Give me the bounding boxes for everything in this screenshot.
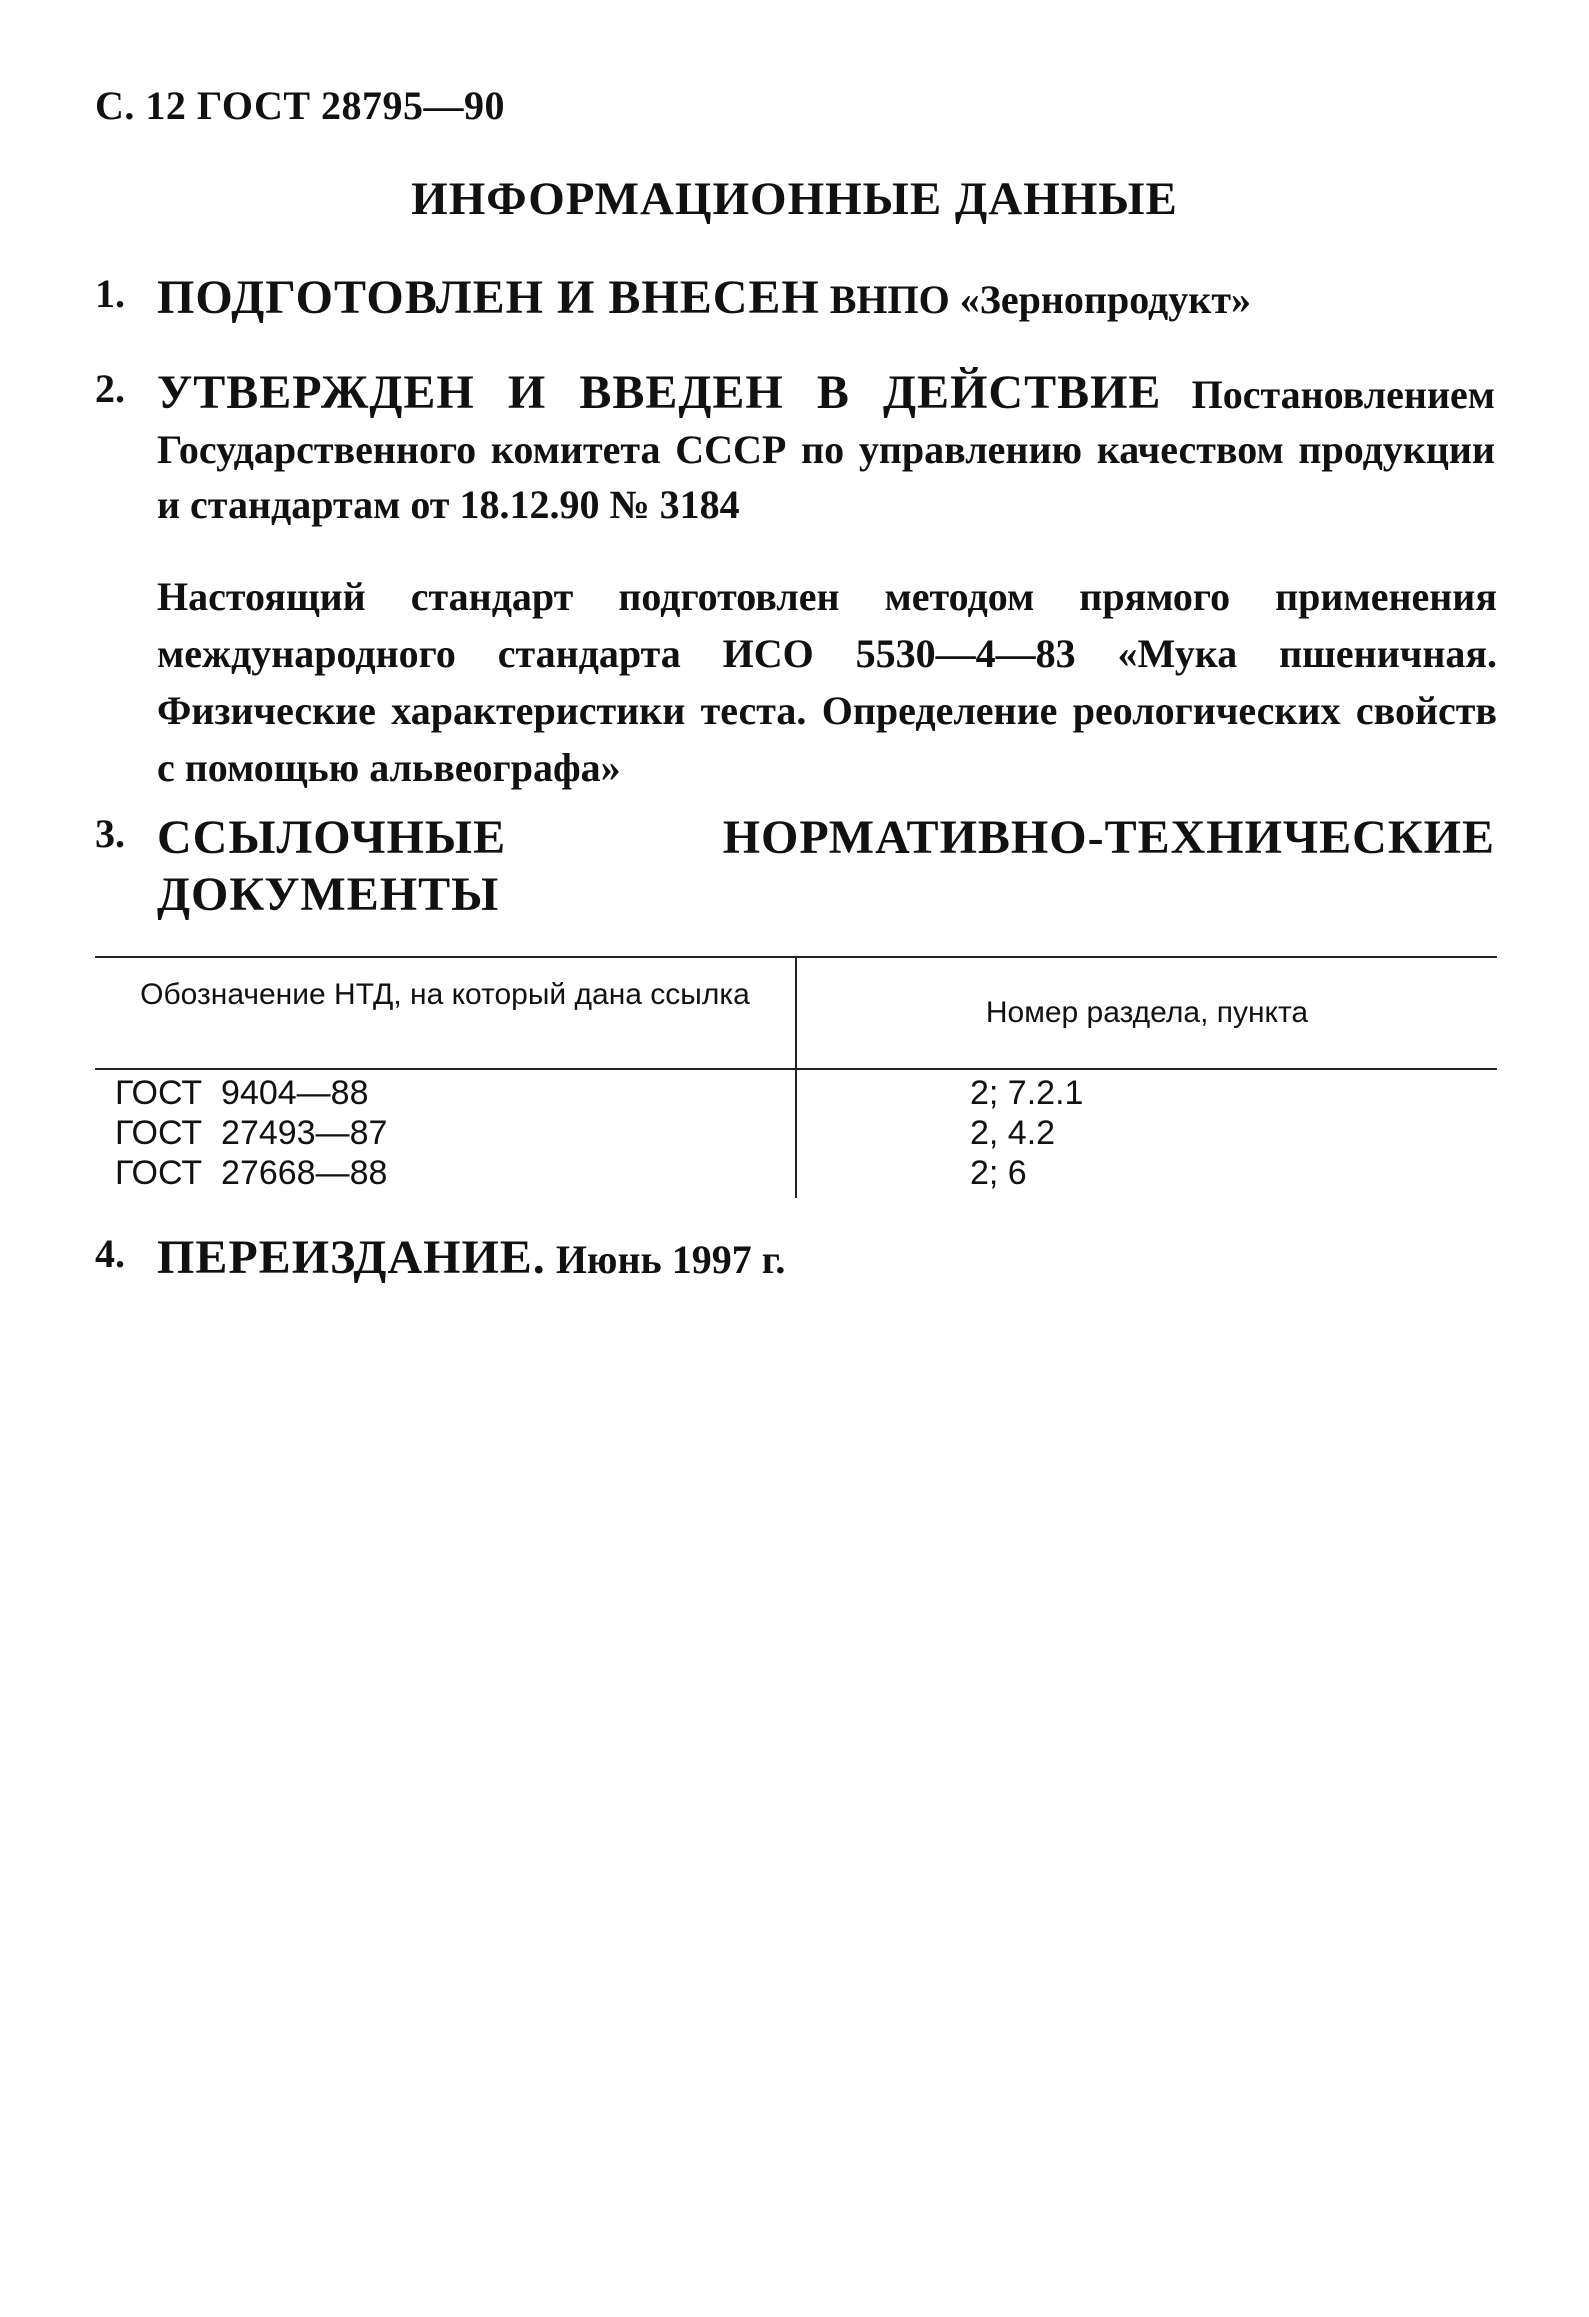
table-row (95, 1074, 1497, 1114)
cell-designation: ГОСТ 27493—87 (115, 1114, 388, 1152)
item-heading: УТВЕРЖДЕН И ВВЕДЕН В ДЕЙСТВИЕ (157, 366, 1162, 419)
item-heading: ПОДГОТОВЛЕН И ВНЕСЕН (157, 271, 820, 324)
info-item-2 (95, 365, 1495, 532)
item-number: 2. (95, 366, 125, 411)
item-heading: ПЕРЕИЗДАНИЕ. (157, 1231, 546, 1284)
item-number: 1. (95, 271, 125, 316)
running-head: С. 12 ГОСТ 28795—90 (95, 83, 506, 128)
item-heading: ССЫЛОЧНЫЕ НОРМАТИВНО-ТЕХНИЧЕСКИЕ ДОКУМЕНТЫ (157, 811, 1495, 921)
item-number: 3. (95, 811, 125, 856)
info-item-4 (95, 1230, 1495, 1287)
standard-note: Настоящий стандарт подготовлен методом прямого применения международного стандарта ИСО 5530—4—83 «Мука пшеничная. Физические характеристики теста. Определение реологических свойств с помощью альвеографа» (157, 574, 1497, 790)
table-row (95, 1154, 1497, 1194)
info-item-1 (95, 270, 1495, 327)
item-text: ВНПО «Зернопродукт» (819, 277, 1251, 322)
item-text: Постановлением Государственного комитета СССР по управлению качеством продукции и стандартам от 18.12.90 № 3184 (157, 372, 1495, 527)
cell-designation: ГОСТ 9404—88 (115, 1074, 369, 1112)
reference-table (95, 956, 1497, 1198)
item-text: Июнь 1997 г. (545, 1237, 786, 1282)
cell-section: 2; 6 (970, 1154, 1027, 1192)
page-title: ИНФОРМАЦИОННЫЕ ДАННЫЕ (411, 173, 1178, 225)
table-row (95, 1114, 1497, 1154)
column-header-section: Номер раздела, пункта (985, 996, 1309, 1029)
cell-designation: ГОСТ 27668—88 (115, 1154, 388, 1192)
column-header-designation: Обозначение НТД, на который дана ссылка (140, 978, 750, 1011)
cell-section: 2; 7.2.1 (970, 1074, 1084, 1112)
info-item-3 (95, 810, 1495, 924)
item-number: 4. (95, 1231, 125, 1276)
cell-section: 2, 4.2 (970, 1114, 1056, 1152)
